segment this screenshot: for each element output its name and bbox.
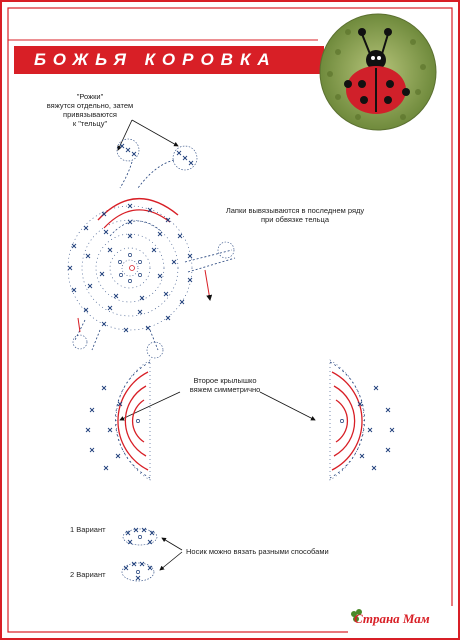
antennae-note-line1: вяжутся отдельно, затем [46,101,134,110]
antenna-left [117,139,139,188]
antennae-pointer-arrows [118,120,178,150]
variant-1-label: 1 Вариант [70,525,106,534]
left-wing-chart [86,360,150,480]
watermark-text: Страна Мам [354,611,430,626]
wing-note-line1: Второе крылышко [193,376,257,385]
nose-note: Носик можно вязать разными способами [186,547,329,556]
body-stitches [68,204,192,332]
wing-note-line2: вяжем симметрично [189,385,261,394]
legs-note-line2: при обвязке тельца [260,215,330,224]
legs-note-line1: Лапки вывязываются в последнем ряду [225,206,365,215]
antennae-note-title: "Рожки" [76,92,104,101]
page-title: БОЖЬЯ КОРОВКА [34,50,277,69]
nose-variant-2 [122,562,154,581]
antennae-note-line3: к "тельцу" [72,119,108,128]
variant-2-label: 2 Вариант [70,570,106,579]
nose-variant-1 [123,528,157,545]
body-chart [68,199,235,358]
wing-pointer-arrows [120,392,315,420]
right-wing-chart [330,360,394,480]
nose-pointer-arrows [160,538,182,570]
antenna-right [138,146,197,188]
antennae-note-line2: привязываются [63,110,117,119]
